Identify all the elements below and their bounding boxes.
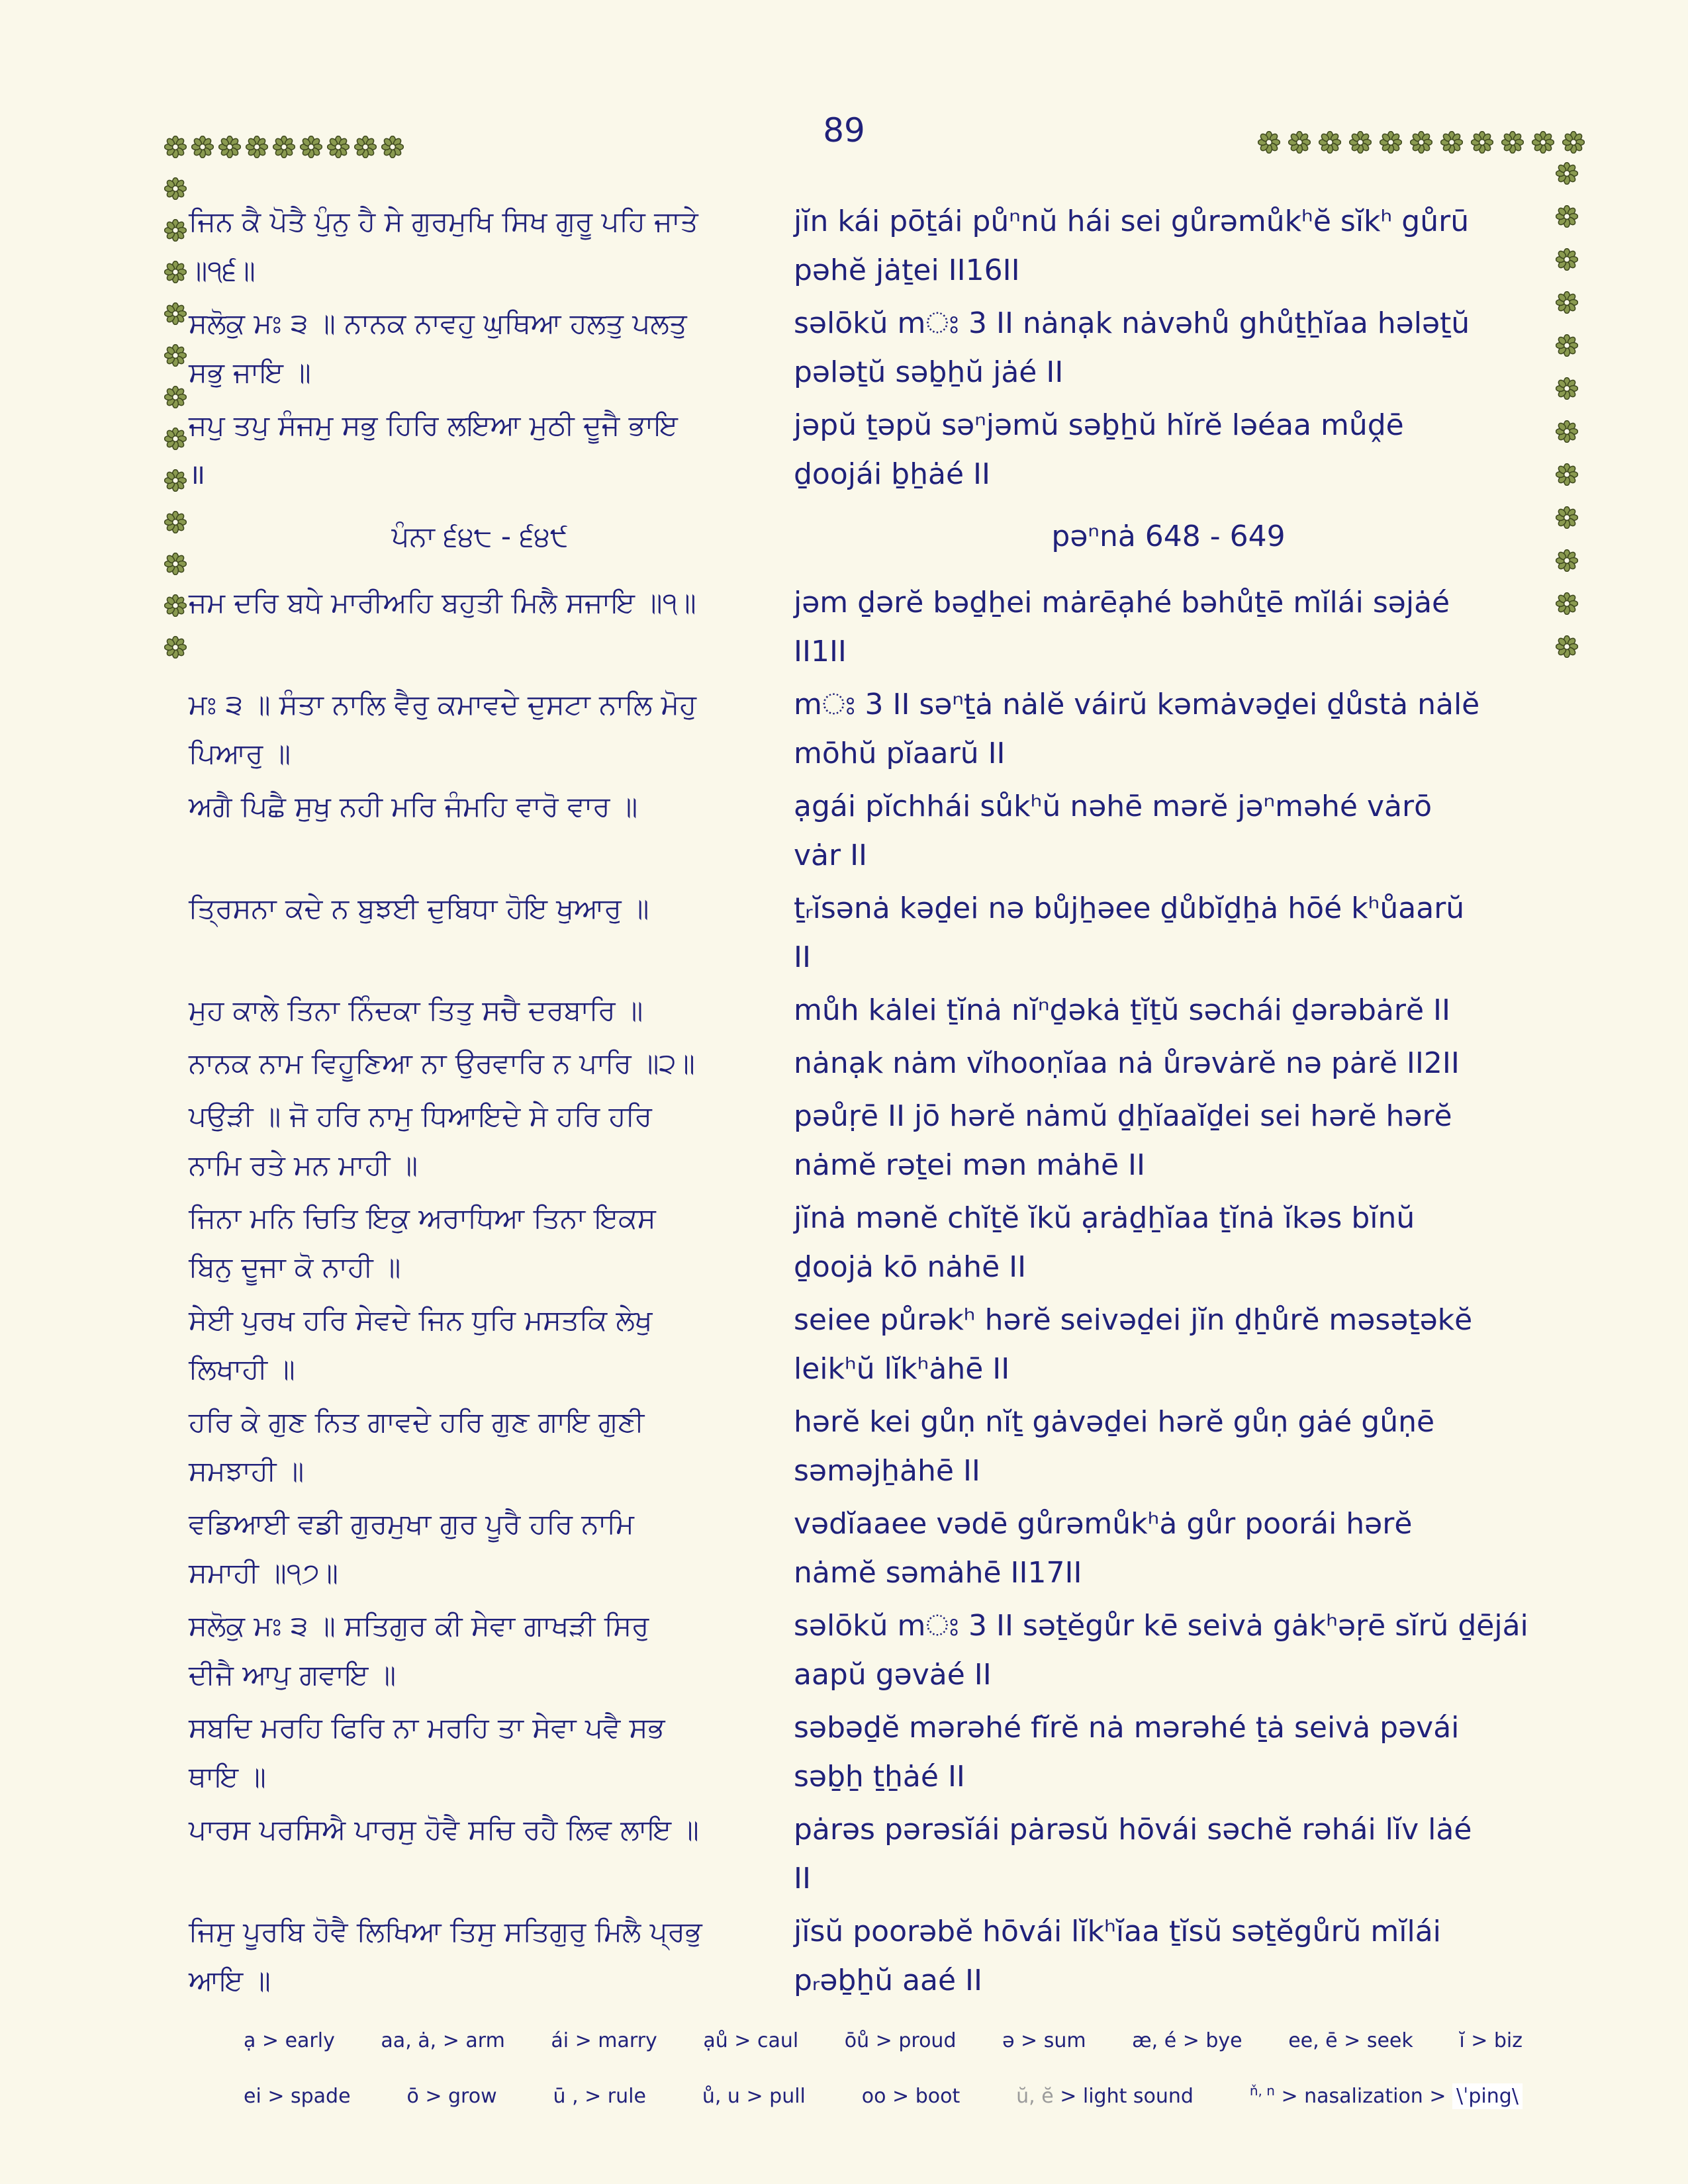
- flower-icon: [1556, 248, 1578, 271]
- flower-icon: [1556, 549, 1578, 572]
- gurmukhi-text: [189, 680, 771, 778]
- verse-row: [189, 1194, 1543, 1292]
- gurmukhi-line: ਨਾਨਕ ਨਾਮ ਵਿਹੂਣਿਆ ਨਾ ਉਰਵਾਰਿ ਨ ਪਾਰਿ ॥੨॥: [189, 1047, 695, 1079]
- transliteration-line: səlōkŭ mਃ 3 II nȧnạk nȧvəhů ghůṯẖĭaa hələṯŭ: [794, 306, 1470, 340]
- gurmukhi-line: ਪਾਰਸ ਪਰਸਿਐ ਪਾਰਸੁ ਹੋਵੈ ਸਚਿ ਰਹੈ ਲਿਵ ਲਾਇ ॥: [189, 1813, 699, 1846]
- flower-icon: [1556, 162, 1578, 185]
- gurmukhi-line: ਮਃ ੩ ॥ ਸੰਤਾ ਨਾਲਿ ਵੈਰੁ ਕਮਾਵਦੇ ਦੁਸਟਾ ਨਾਲਿ ਮੋਹੁ: [189, 688, 697, 721]
- transliteration-text: [794, 1092, 1543, 1190]
- gurmukhi-line: ਆਇ ॥: [189, 1964, 271, 1997]
- flower-icon: [1556, 291, 1578, 314]
- transliteration-line: mਃ 3 II səⁿṯȧ nȧlĕ váirŭ kəmȧvəḏei ḏůstȧ nȧlĕ: [794, 688, 1480, 721]
- pronunciation-key: [244, 2029, 1523, 2108]
- gurmukhi-text: [189, 1296, 771, 1394]
- flower-icon: [164, 219, 187, 242]
- flower-icon: [164, 177, 187, 200]
- muted-vowel-label: ŭ, ĕ: [1016, 2085, 1054, 2108]
- transliteration-text: [794, 197, 1543, 295]
- transliteration-line: pəhĕ jȧṯei II16II: [794, 253, 1020, 287]
- transliteration-line: pᵣəḇẖŭ aaé II: [794, 1964, 983, 1997]
- verse-row: [189, 986, 1543, 1035]
- pronunciation-key-item: $^{ň, n}$ > nasalization > \ˈping\: [1250, 2083, 1523, 2108]
- flower-icon: [164, 511, 187, 533]
- gurmukhi-text: [189, 986, 771, 1035]
- transliteration-text: [794, 299, 1543, 397]
- transliteration-text: [794, 986, 1543, 1035]
- transliteration-line: II: [794, 1862, 811, 1895]
- gurmukhi-line: ਸਲੋਕੁ ਮਃ ੩ ॥ ਨਾਨਕ ਨਾਵਹੁ ਘੁਥਿਆ ਹਲਤੁ ਪਲਤੁ: [189, 307, 687, 340]
- flower-icon: [164, 594, 187, 617]
- verse-row: [189, 299, 1543, 397]
- flower-icon: [1556, 635, 1578, 658]
- transliteration-line: nȧmĕ rəṯei mən mȧhē II: [794, 1148, 1145, 1182]
- gurmukhi-line: ਜਮ ਦਰਿ ਬਧੇ ਮਾਰੀਅਹਿ ਬਹੁਤੀ ਮਿਲੈ ਸਜਾਇ ॥੧॥: [189, 586, 696, 619]
- pronunciation-key-item: oo > boot: [861, 2085, 961, 2108]
- flower-icon: [164, 469, 187, 492]
- transliteration-text: [794, 401, 1543, 499]
- transliteration-text: [794, 1398, 1543, 1496]
- flower-icon: [164, 302, 187, 325]
- gurmukhi-line: ਸੇਈ ਪੁਰਖ ਹਰਿ ਸੇਵਦੇ ਜਿਨ ਧੁਰਿ ਮਸਤਕਿ ਲੇਖੁ: [189, 1304, 653, 1336]
- verse-row: [189, 1500, 1543, 1598]
- pronunciation-key-item: ái > marry: [551, 2029, 657, 2052]
- transliteration-line: ṯᵣĭsənȧ kəḏei nə bůjẖəee ḏůbĭḏẖȧ hōé kʰůaarŭ: [794, 891, 1465, 925]
- gurmukhi-line: ਸਬਦਿ ਮਰਹਿ ਫਿਰਿ ਨਾ ਮਰਹਿ ਤਾ ਸੇਵਾ ਪਵੈ ਸਭ: [189, 1711, 665, 1744]
- flower-icon: [1556, 377, 1578, 400]
- page-number: 89: [823, 111, 865, 150]
- gurmukhi-line: ਮੁਹ ਕਾਲੇ ਤਿਨਾ ਨਿੰਦਕਾ ਤਿਤੁ ਸਚੈ ਦਰਬਾਰਿ ॥: [189, 994, 643, 1026]
- flower-icon: [1556, 506, 1578, 529]
- gurmukhi-text: [189, 1602, 771, 1700]
- gurmukhi-line: ਲਿਖਾਹੀ ॥: [189, 1353, 295, 1385]
- gurmukhi-line: ਨਾਮਿ ਰਤੇ ਮਨ ਮਾਹੀ ॥: [189, 1149, 418, 1181]
- verse-row: [189, 884, 1543, 982]
- transliteration-text: [794, 884, 1543, 982]
- transliteration-line: II1II: [794, 635, 847, 668]
- transliteration-line: jĭsŭ poorəbĕ hōvái lĭkʰĭaa ṯĭsŭ səṯĕgůrŭ mĭlái: [794, 1915, 1441, 1948]
- transliteration-line: səbəḏĕ mərəhé fĭrĕ nȧ mərəhé ṯȧ seivȧ pəvái: [794, 1711, 1460, 1745]
- pronunciation-key-item: ů, u > pull: [702, 2085, 806, 2108]
- transliteration-line: pȧrəs pərəsĭái pȧrəsŭ hōvái səchĕ rəhái lĭv lȧé: [794, 1813, 1472, 1846]
- flower-icon: [164, 261, 187, 283]
- gurmukhi-text: [189, 512, 771, 561]
- pronunciation-key-item: ee, ē > seek: [1288, 2029, 1413, 2052]
- transliteration-line: pəůṛē II jō hərĕ nȧmŭ ḏẖĭaaĭḏei sei hərĕ hərĕ: [794, 1099, 1452, 1133]
- transliteration-line: vədĭaaee vədē gůrəmůkʰȧ gůr poorái hərĕ: [794, 1507, 1413, 1541]
- gurmukhi-text: [189, 1039, 771, 1088]
- flower-icon: [1556, 205, 1578, 228]
- verse-row: [189, 1039, 1543, 1088]
- transliteration-line: hərĕ kei gůṇ nĭṯ gȧvəḏei hərĕ gůṇ gȧé gůṇē: [794, 1405, 1435, 1439]
- transliteration-line: nȧnạk nȧm vĭhooṇĭaa nȧ ůrəvȧrĕ nə pȧrĕ II2II: [794, 1046, 1460, 1080]
- gurmukhi-line: ਥਾਇ ॥: [189, 1760, 266, 1793]
- gurmukhi-text: [189, 1907, 771, 2005]
- gurmukhi-line: ॥: [189, 458, 206, 490]
- gurmukhi-line: ਜਿਨ ਕੈ ਪੋਤੈ ਪੁੰਨੁ ਹੈ ਸੇ ਗੁਰਮੁਖਿ ਸਿਖ ਗੁਰੂ ਪਹਿ ਜਾਤੇ: [189, 205, 698, 238]
- gurmukhi-line: ਸਮਾਹੀ ॥੧੭॥: [189, 1557, 338, 1589]
- gurmukhi-line: ਪਉੜੀ ॥ ਜੋ ਹਰਿ ਨਾਮੁ ਧਿਆਇਦੇ ਸੇ ਹਰਿ ਹਰਿ: [189, 1100, 652, 1132]
- pronunciation-key-item: ạ > early: [244, 2029, 335, 2052]
- gurmukhi-line: ਜਿਸੁ ਪੂਰਬਿ ਹੋਵੈ ਲਿਖਿਆ ਤਿਸੁ ਸਤਿਗੁਰੁ ਮਿਲੈ ਪ੍ਰਭੁ: [189, 1915, 702, 1948]
- transliteration-line: pələṯŭ səḇẖŭ jȧé II: [794, 355, 1064, 389]
- gurmukhi-text: [189, 401, 771, 499]
- flower-icon: [164, 428, 187, 450]
- flower-icon: [1556, 463, 1578, 486]
- transliteration-line: səməjẖȧhē II: [794, 1454, 980, 1488]
- verse-row: [189, 1602, 1543, 1700]
- verse-row: [189, 1092, 1543, 1190]
- transliteration-line: můh kȧlei ṯĭnȧ nĭⁿḏəkȧ ṯĭṯŭ səchái ḏərəbȧrĕ II: [794, 993, 1450, 1027]
- pronunciation-key-item: ĭ > biz: [1459, 2029, 1523, 2052]
- verse-row: [189, 1398, 1543, 1496]
- flower-icon: [164, 553, 187, 575]
- gurmukhi-line: ਬਿਨੁ ਦੂਜਾ ਕੋ ਨਾਹੀ ॥: [189, 1251, 401, 1283]
- transliteration-line: ạgái pĭchhái sůkʰŭ nəhē mərĕ jəⁿməhé vȧrō: [794, 790, 1432, 823]
- transliteration-line: pəⁿnȧ 648 - 649: [1051, 520, 1286, 553]
- pronunciation-key-row-1: [244, 2029, 1523, 2052]
- verse-row: [189, 1907, 1543, 2005]
- transliteration-line: vȧr II: [794, 839, 868, 872]
- verse-row: [189, 1805, 1543, 1903]
- transliteration-line: səlōkŭ mਃ 3 II səṯĕgůr kē seivȧ gȧkʰəṛē sĭrŭ ḏējái: [794, 1609, 1528, 1643]
- verse-table: [189, 197, 1543, 2009]
- pronunciation-key-item: ō > grow: [406, 2085, 497, 2108]
- transliteration-text: [794, 578, 1543, 676]
- gurmukhi-text: [189, 1194, 771, 1292]
- transliteration-line: jəpŭ ṯəpŭ səⁿjəmŭ səḇẖŭ hĭrĕ ləéaa můḓē: [794, 408, 1404, 442]
- flower-icon: [1556, 334, 1578, 357]
- pronunciation-key-item: ōů > proud: [844, 2029, 957, 2052]
- verse-row: [189, 1296, 1543, 1394]
- verse-row: [189, 782, 1543, 880]
- transliteration-text: [794, 1805, 1543, 1903]
- gurmukhi-line: ਤ੍ਰਿਸਨਾ ਕਦੇ ਨ ਬੁਝਈ ਦੁਬਿਧਾ ਹੋਇ ਖੁਆਰੁ ॥: [189, 892, 649, 925]
- transliteration-line: nȧmĕ səmȧhē II17II: [794, 1556, 1082, 1590]
- transliteration-line: jĭn kái pōṯái půⁿnŭ hái sei gůrəmůkʰĕ sĭkʰ gůrū: [794, 205, 1470, 238]
- verse-row: [189, 512, 1543, 561]
- pronunciation-key-item: æ, é > bye: [1132, 2029, 1243, 2052]
- gurmukhi-text: [189, 299, 771, 397]
- verse-row: [189, 197, 1543, 295]
- gurmukhi-line: ਹਰਿ ਕੇ ਗੁਣ ਨਿਤ ਗਾਵਦੇ ਹਰਿ ਗੁਣ ਗਾਇ ਗੁਣੀ: [189, 1406, 645, 1438]
- gurmukhi-text: [189, 578, 771, 627]
- transliteration-text: [794, 1039, 1543, 1088]
- gurmukhi-text: [189, 1704, 771, 1801]
- transliteration-line: seiee půrəkʰ hərĕ seivəḏei jĭn ḏẖůrĕ məsəṯəkĕ: [794, 1303, 1473, 1337]
- transliteration-line: jĭnȧ mənĕ chĭṯĕ ĭkŭ ạrȧḏẖĭaa ṯĭnȧ ĭkəs bĭnŭ: [794, 1201, 1415, 1235]
- verse-row: [189, 1704, 1543, 1801]
- gurmukhi-text: [189, 884, 771, 933]
- transliteration-line: ḏoojȧ kō nȧhē II: [794, 1250, 1027, 1284]
- transliteration-text: [794, 1296, 1543, 1394]
- transliteration-text: [794, 1602, 1543, 1700]
- transliteration-line: aapŭ gəvȧé II: [794, 1658, 992, 1692]
- transliteration-line: II: [794, 940, 811, 974]
- gurmukhi-line: ਜਿਨਾ ਮਨਿ ਚਿਤਿ ਇਕੁ ਅਰਾਧਿਆ ਤਿਨਾ ਇਕਸ: [189, 1202, 656, 1234]
- transliteration-line: jəm ḏərĕ bəḏẖei mȧrēạhé bəhůṯē mĭlái səjȧé: [794, 586, 1450, 619]
- pronunciation-key-item: ə > sum: [1002, 2029, 1086, 2052]
- gurmukhi-text: [189, 197, 771, 295]
- gurmukhi-line: ਅਗੈ ਪਿਛੈ ਸੁਖੁ ਨਹੀ ਮਰਿ ਜੰਮਹਿ ਵਾਰੋ ਵਾਰ ॥: [189, 790, 638, 823]
- flower-icon: [164, 636, 187, 659]
- pronunciation-key-item: ū , > rule: [553, 2085, 646, 2108]
- transliteration-text: [794, 680, 1543, 778]
- transliteration-text: [794, 782, 1543, 880]
- transliteration-text: [794, 1194, 1543, 1292]
- transliteration-line: leikʰŭ lĭkʰȧhē II: [794, 1352, 1010, 1386]
- gurmukhi-line: ਪੰਨਾ ੬੪੮ - ੬੪੯: [391, 520, 569, 553]
- transliteration-line: səḇẖ ṯẖȧé II: [794, 1760, 965, 1794]
- verse-row: [189, 680, 1543, 778]
- highlighted-pronunciation: \ˈping\: [1452, 2083, 1523, 2109]
- flower-icon: [1556, 420, 1578, 443]
- gurmukhi-text: [189, 1805, 771, 1854]
- gurmukhi-line: ਜਪੁ ਤਪੁ ਸੰਜਮੁ ਸਭੁ ਹਿਰਿ ਲਇਆ ਮੁਠੀ ਦੂਜੈ ਭਾਇ: [189, 409, 678, 441]
- gurmukhi-line: ॥੧੬॥: [189, 254, 256, 287]
- gurmukhi-text: [189, 1092, 771, 1190]
- pronunciation-key-item: ạů > caul: [703, 2029, 799, 2052]
- gurmukhi-text: [189, 1398, 771, 1496]
- verse-row: [189, 401, 1543, 499]
- gurmukhi-line: ਦੀਜੈ ਆਪੁ ਗਵਾਇ ॥: [189, 1659, 397, 1691]
- gurmukhi-line: ਸਲੋਕੁ ਮਃ ੩ ॥ ਸਤਿਗੁਰ ਕੀ ਸੇਵਾ ਗਾਖੜੀ ਸਿਰੁ: [189, 1610, 649, 1642]
- transliteration-text: [794, 512, 1543, 561]
- flower-icon: [1556, 592, 1578, 615]
- transliteration-text: [794, 1500, 1543, 1598]
- gurmukhi-text: [189, 782, 771, 831]
- gurmukhi-line: ਪਿਆਰੁ ॥: [189, 737, 291, 770]
- verse-row: [189, 578, 1543, 676]
- pronunciation-key-item: ei > spade: [244, 2085, 351, 2108]
- gurmukhi-line: ਵਡਿਆਈ ਵਡੀ ਗੁਰਮੁਖਾ ਗੁਰ ਪੂਰੈ ਹਰਿ ਨਾਮਿ: [189, 1508, 634, 1540]
- flower-icon: [164, 386, 187, 408]
- gurmukhi-line: ਸਭੁ ਜਾਇ ॥: [189, 356, 311, 388]
- transliteration-text: [794, 1704, 1543, 1801]
- pronunciation-key-item: ŭ, ĕ > light sound: [1016, 2085, 1194, 2108]
- gurmukhi-text: [189, 1500, 771, 1598]
- pronunciation-key-row-2: [244, 2083, 1523, 2108]
- transliteration-text: [794, 1907, 1543, 2005]
- flower-icon: [164, 344, 187, 367]
- transliteration-line: ḏoojái ḇẖȧé II: [794, 457, 990, 491]
- nasalization-superscript: ň, n: [1249, 2083, 1275, 2099]
- pronunciation-key-item: aa, ȧ, > arm: [381, 2029, 505, 2052]
- gurmukhi-line: ਸਮਝਾਹੀ ॥: [189, 1455, 305, 1487]
- transliteration-line: mōhŭ pĭaarŭ II: [794, 737, 1006, 770]
